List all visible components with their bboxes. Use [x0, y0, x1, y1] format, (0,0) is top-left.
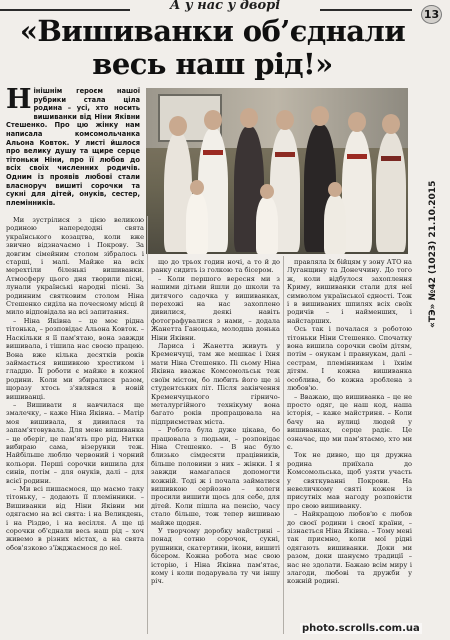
article-paragraph: Ось так і почалася з роботою тітоньки Ніни Стешенко. Спочатку вона вишила сорочки своїм дітям, потім – онукам і правнукам, далі – сестрам, племінникам і їхнім дітям. І кожна вишиванка особлива, бо кожна зроблена з любов'ю. — [287, 325, 412, 393]
article-paragraph: – Робота була дуже цікава, бо працювала з людьми, – розповідає Ніна Стешенко. – В нас було близько сімдесяти працівників, більше половини з них – жінки. І я завжди намагалася допомогти кожній. Тоді ж і почала займатися вишивкою серйозно – колеги просили вишити щось для себе, для дітей. Коли пішла на пенсію, часу стало більше, тож тепер вишиваю майже щодня. — [151, 426, 280, 527]
article-column-2 — [151, 258, 280, 634]
photo-person-head — [311, 106, 329, 126]
photo-person-head — [240, 108, 258, 128]
page-number: 13 — [421, 5, 442, 24]
article-paragraph: Ток не дивно, що ця дружна родина приїхала до Комсомольська, щоб узяти участь у святкуванні Покрови. На невеличкому святі кожен із присутніх мав нагоду розповісти про свою вишиванку. — [287, 451, 412, 510]
article-paragraph: Лариса і Жанетта живуть у Кременчуці, там же мешкає і їхня мати Ніна Стешенко. Пі сьому Ніна Яківна вважає Комсомольськ теж своїм містом, бо любить його ще зі студентських літ. Після закінчення Кременчуцького гірничо-металургійного технікуму вона багато років пропрацювала на підприємствах міста. — [151, 342, 280, 426]
photo-person-head — [204, 110, 222, 130]
family-photo — [146, 88, 408, 254]
lead-paragraph — [6, 87, 140, 209]
article-paragraph: – Вишивати я навчилася ще змалечку, – каже Ніна Яківна. – Матір моя вишивала, я дивилася та запам'ятовувала. Для мене вишиванка – це оберіг, це пам'ять про рід. Нитки вибираю сама, візерунки теж. Найбільше люблю червоний і чорний кольори. Перші сорочки вишила для синів, потім – для онуків, далі – для всієї родини. — [6, 400, 144, 485]
photo-person — [342, 130, 372, 252]
embroidery-accent — [381, 156, 401, 161]
photo-person-head — [276, 110, 294, 130]
lead-text: інішнім героєм нашої рубрики стала ціла родина – усі, хто носить вишиванки від Ніни Яківни Стешенко. Про цю жінку нам написала комсомольчанка Альона Ковток. У листі йшлося про велику душу та щире серце тітоньки Ніни, про її любов до всіх своїх численних родичів. Одним із проявів любові стали власноруч вишиті сорочки та сукні для дітей, онуків, сестер, племінників. — [6, 87, 140, 207]
photo-child-head — [190, 180, 204, 195]
watermark: photo.scrolls.com.ua — [302, 623, 420, 634]
embroidery-accent — [347, 154, 367, 159]
photo-person-head — [348, 112, 366, 132]
article-paragraph: – Вважаю, що вишиванка – це не просто одяг, це наш код, наша історія, – каже майстриня. – Коли бачу на вулиці людей у вишиванках, серце радіє. Це означає, що ми пам'ятаємо, хто ми є. — [287, 392, 412, 451]
issue-caption: «ТЭ» №42 (1023) 21.10.2015 — [428, 180, 438, 328]
photo-child — [186, 192, 208, 254]
article-column-1 — [6, 216, 144, 634]
column-separator — [147, 216, 148, 634]
headline: «Вишиванки об’єднали весь наш рід!» — [19, 14, 406, 81]
photo-child-head — [328, 182, 342, 197]
photo-person-head — [169, 116, 187, 136]
photo-child-head — [260, 184, 274, 199]
article-paragraph: Ми зустрілися з цією великою родиною напередодні свята українського козацтва, коли вже звично відзначаємо і Покрову. За довгим сімейним столом зібралось і старші, і малі. Майже на всіх мерехтіли біленькі вишиванки. Атмосферу цього дня творили пісні, лунали українські народні пісні. За родинним святковим столом Ніна Стешенко сиділа на почесному місці й мило відповідала на всі запитання. — [6, 216, 144, 317]
photo-person-head — [382, 114, 400, 134]
drop-cap: Н — [6, 87, 32, 115]
article-paragraph: що до трьох годин ночі, а то й до ранку сидить із голкою та бісером. — [151, 258, 280, 275]
article-paragraph: У творчому доробку майстрині – понад сотню сорочок, сукні, рушники, скатертини, ікони, вишиті бісером. Кожна робота має свою історію, і Ніна Яківна пам'ятає, кому і коли подарувала ту чи іншу річ. — [151, 527, 280, 586]
article-paragraph: – Коли першого вересня ми з нашими дітьми йшли до школи та дитячого садочка у вишиванках, перехожі на нас захоплено дивилися, деякі навіть фотографувалися з нами, – додала Жанетта Ганоцька, молодша донька Ніни Яківни. — [151, 274, 280, 342]
article-paragraph: – Ми всі пишаємося, що маємо таку тітоньку, – додають її племінники. – Вишиванки від Ніни Яківни ми одягаємо на всі свята: і на Великдень, і на Різдво, і на весілля. А ще ці сорочки об'єднали весь наш рід – хоч живемо в різних містах, а на свята обов'язково з'їжджаємося до неї. — [6, 485, 144, 552]
photo-person — [376, 132, 406, 252]
embroidery-accent — [203, 150, 223, 155]
article-paragraph: – Ніна Яківна – це моє рідна тітонька, – розповідає Альона Ковток. – Наскільки я її пам'ятаю, вона завжди вишивала, і тішила нас своєю працею. Вона вже кілька десятків років займається вишивкою хрестиком і гладдю. Її роботи є майже в кожної родини. Коли ми збиралися разом, щоразу хтось з'являвся в новій вишиванці. — [6, 316, 144, 401]
article-paragraph: – Найкращою любов'ю є любов до своєї родини і своєї країни, – зізнається Ніна Яківна. – Тому мені так приємно, коли мої рідні одягають вишиванки. Доки ми разом, доки шануємо традиції – нас не здолати. Бажаю всім миру і злагоди, любові та дружби у кожній родині. — [287, 510, 412, 586]
photo-child — [256, 196, 278, 254]
column-separator — [283, 256, 284, 634]
article-column-3 — [287, 258, 412, 634]
embroidery-accent — [275, 152, 295, 157]
photo-child — [324, 194, 346, 254]
article-paragraph: правляла їх бійцям у зону АТО на Луганщину та Донеччину. До того ж, коли відбулося захоплення Криму, вишиванки стали для неї символом української єдності. Тож і в вишиваних шпилях всіх своїх родичів – і найменших, і найстарших. — [287, 258, 412, 325]
rubric-title: А у нас у дворі — [130, 0, 320, 14]
